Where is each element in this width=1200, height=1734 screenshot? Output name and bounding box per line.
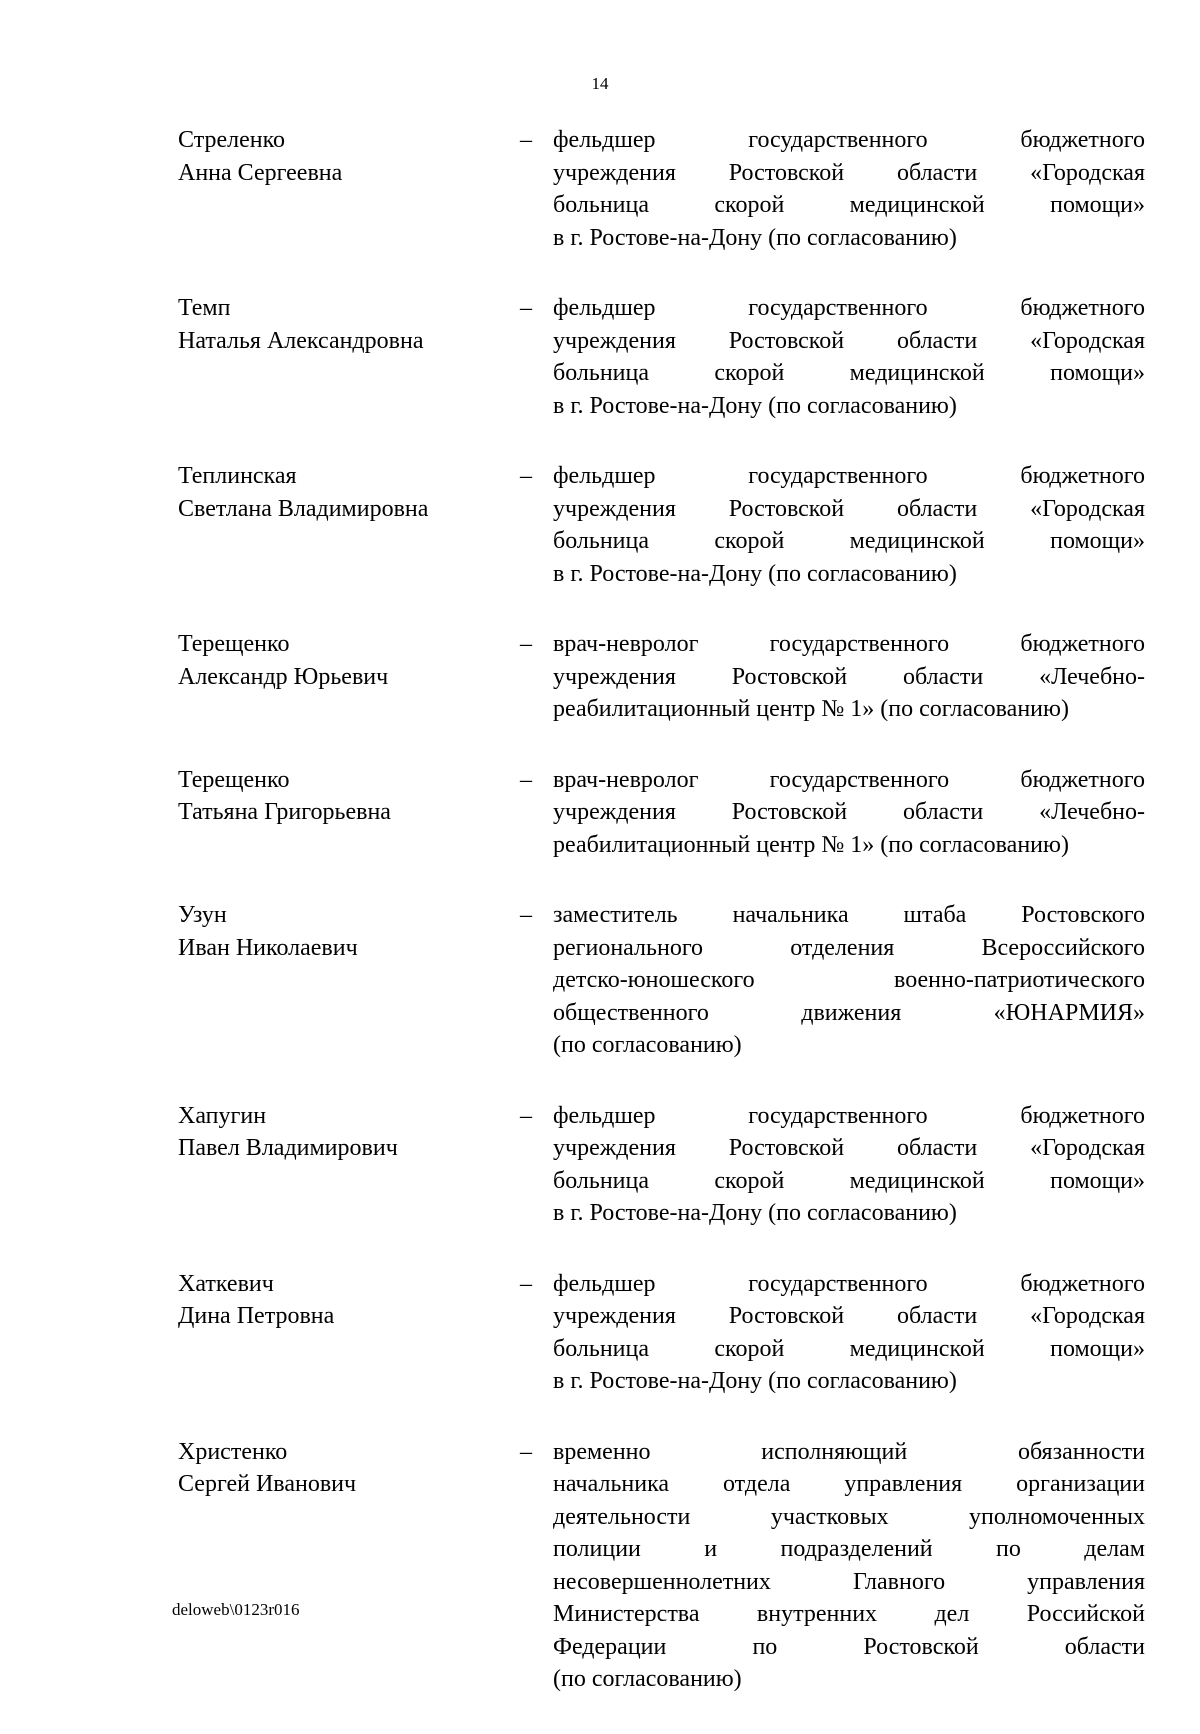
position-line: реабилитационный центр № 1» (по согласованию) xyxy=(553,696,1069,722)
member-position xyxy=(553,292,1145,422)
member-name xyxy=(178,1436,508,1501)
position-line: учреждения Ростовской области «Городская xyxy=(553,495,1145,522)
member-position xyxy=(553,1436,1145,1696)
position-line: фельдшер государственного бюджетного xyxy=(553,1270,1145,1297)
position-line: регионального отделения Всероссийского xyxy=(553,934,1145,961)
position-line: больница скорой медицинской помощи» xyxy=(553,528,1145,554)
member-given-names: Павел Владимирович xyxy=(178,1135,398,1161)
position-line: в г. Ростове-на-Дону (по согласованию) xyxy=(553,224,957,251)
position-line: в г. Ростове-на-Дону (по согласованию) xyxy=(553,560,957,587)
position-line: детско-юношеского военно-патриотического xyxy=(553,967,1145,993)
member-given-names: Александр Юрьевич xyxy=(178,663,389,690)
dash-separator: – xyxy=(520,295,532,321)
member-surname: Стреленко xyxy=(178,127,286,153)
member-name xyxy=(178,1268,508,1333)
member-entry xyxy=(0,1268,1200,1398)
member-surname: Терещенко xyxy=(178,631,290,657)
member-entry xyxy=(0,292,1200,422)
member-given-names: Иван Николаевич xyxy=(178,934,358,961)
page-number: 14 xyxy=(591,74,609,93)
position-line: больница скорой медицинской помощи» xyxy=(553,1335,1145,1362)
member-entry xyxy=(0,460,1200,590)
member-entry xyxy=(0,628,1200,726)
member-surname: Узун xyxy=(178,902,227,928)
member-position xyxy=(553,460,1145,590)
position-line: больница скорой медицинской помощи» xyxy=(553,192,1145,218)
position-line: больница скорой медицинской помощи» xyxy=(553,1167,1145,1194)
member-name xyxy=(178,292,508,357)
member-name xyxy=(178,764,508,829)
dash-separator: – xyxy=(520,463,532,489)
member-surname: Терещенко xyxy=(178,766,290,793)
member-position xyxy=(553,899,1145,1062)
member-position xyxy=(553,628,1145,726)
dash-separator: – xyxy=(520,631,532,657)
member-name xyxy=(178,899,508,964)
position-line: деятельности участковых уполномоченных xyxy=(553,1503,1145,1530)
member-position xyxy=(553,1268,1145,1398)
position-line: Федерации по Ростовской области xyxy=(553,1633,1145,1660)
dash-separator: – xyxy=(520,1438,532,1465)
position-line: в г. Ростове-на-Дону (по согласованию) xyxy=(553,1200,957,1226)
position-line: полиции и подразделений по делам xyxy=(553,1536,1145,1562)
position-line: учреждения Ростовской области «Лечебно- xyxy=(553,663,1145,690)
member-entry xyxy=(0,899,1200,1062)
position-line: в г. Ростове-на-Дону (по согласованию) xyxy=(553,1368,957,1394)
member-surname: Теплинская xyxy=(178,463,297,489)
member-name xyxy=(178,1100,508,1165)
dash-separator: – xyxy=(520,1270,532,1297)
member-position xyxy=(553,124,1145,254)
position-line: учреждения Ростовской области «Городская xyxy=(553,159,1145,186)
position-line: больница скорой медицинской помощи» xyxy=(553,360,1145,386)
position-line: реабилитационный центр № 1» (по согласованию) xyxy=(553,831,1069,858)
member-given-names: Анна Сергеевна xyxy=(178,159,343,186)
dash-separator: – xyxy=(520,902,532,928)
position-line: фельдшер государственного бюджетного xyxy=(553,463,1145,489)
member-given-names: Сергей Иванович xyxy=(178,1471,357,1497)
member-entry xyxy=(0,1100,1200,1230)
member-position xyxy=(553,1100,1145,1230)
member-position xyxy=(553,764,1145,862)
position-line: в г. Ростове-на-Дону (по согласованию) xyxy=(553,392,957,419)
member-entry xyxy=(0,764,1200,862)
dash-separator: – xyxy=(520,766,532,793)
position-line: фельдшер государственного бюджетного xyxy=(553,1102,1145,1129)
member-surname: Христенко xyxy=(178,1438,288,1465)
member-name xyxy=(178,628,508,693)
position-line: врач-невролог государственного бюджетного xyxy=(553,766,1145,793)
position-line: учреждения Ростовской области «Лечебно- xyxy=(553,799,1145,825)
position-line: учреждения Ростовской области «Городская xyxy=(553,1135,1145,1161)
member-name xyxy=(178,124,508,189)
position-line: врач-невролог государственного бюджетного xyxy=(553,631,1145,657)
dash-separator: – xyxy=(520,1102,532,1129)
position-line: заместитель начальника штаба Ростовского xyxy=(553,902,1145,928)
position-line: несовершеннолетних Главного управления xyxy=(553,1568,1145,1595)
member-given-names: Светлана Владимировна xyxy=(178,495,429,522)
member-surname: Темп xyxy=(178,295,231,321)
member-list xyxy=(0,124,1200,1734)
member-surname: Хаткевич xyxy=(178,1270,274,1297)
dash-separator: – xyxy=(520,127,532,153)
position-line: учреждения Ростовской области «Городская xyxy=(553,1303,1145,1329)
position-line: фельдшер государственного бюджетного xyxy=(553,127,1145,153)
document-footer: deloweb\0123r016 xyxy=(172,1600,300,1619)
member-entry xyxy=(0,1436,1200,1696)
position-line: учреждения Ростовской области «Городская xyxy=(553,327,1145,354)
position-line: (по согласованию) xyxy=(553,1666,742,1692)
member-given-names: Дина Петровна xyxy=(178,1303,335,1329)
position-line: фельдшер государственного бюджетного xyxy=(553,295,1145,321)
member-surname: Хапугин xyxy=(178,1102,267,1129)
position-line: Министерства внутренних дел Российской xyxy=(553,1601,1145,1627)
position-line: начальника отдела управления организации xyxy=(553,1471,1145,1497)
member-given-names: Татьяна Григорьевна xyxy=(178,799,391,825)
position-line: (по согласованию) xyxy=(553,1032,742,1058)
position-line: общественного движения «ЮНАРМИЯ» xyxy=(553,999,1145,1026)
member-name xyxy=(178,460,508,525)
member-entry xyxy=(0,124,1200,254)
position-line: временно исполняющий обязанности xyxy=(553,1438,1145,1465)
member-given-names: Наталья Александровна xyxy=(178,327,424,354)
